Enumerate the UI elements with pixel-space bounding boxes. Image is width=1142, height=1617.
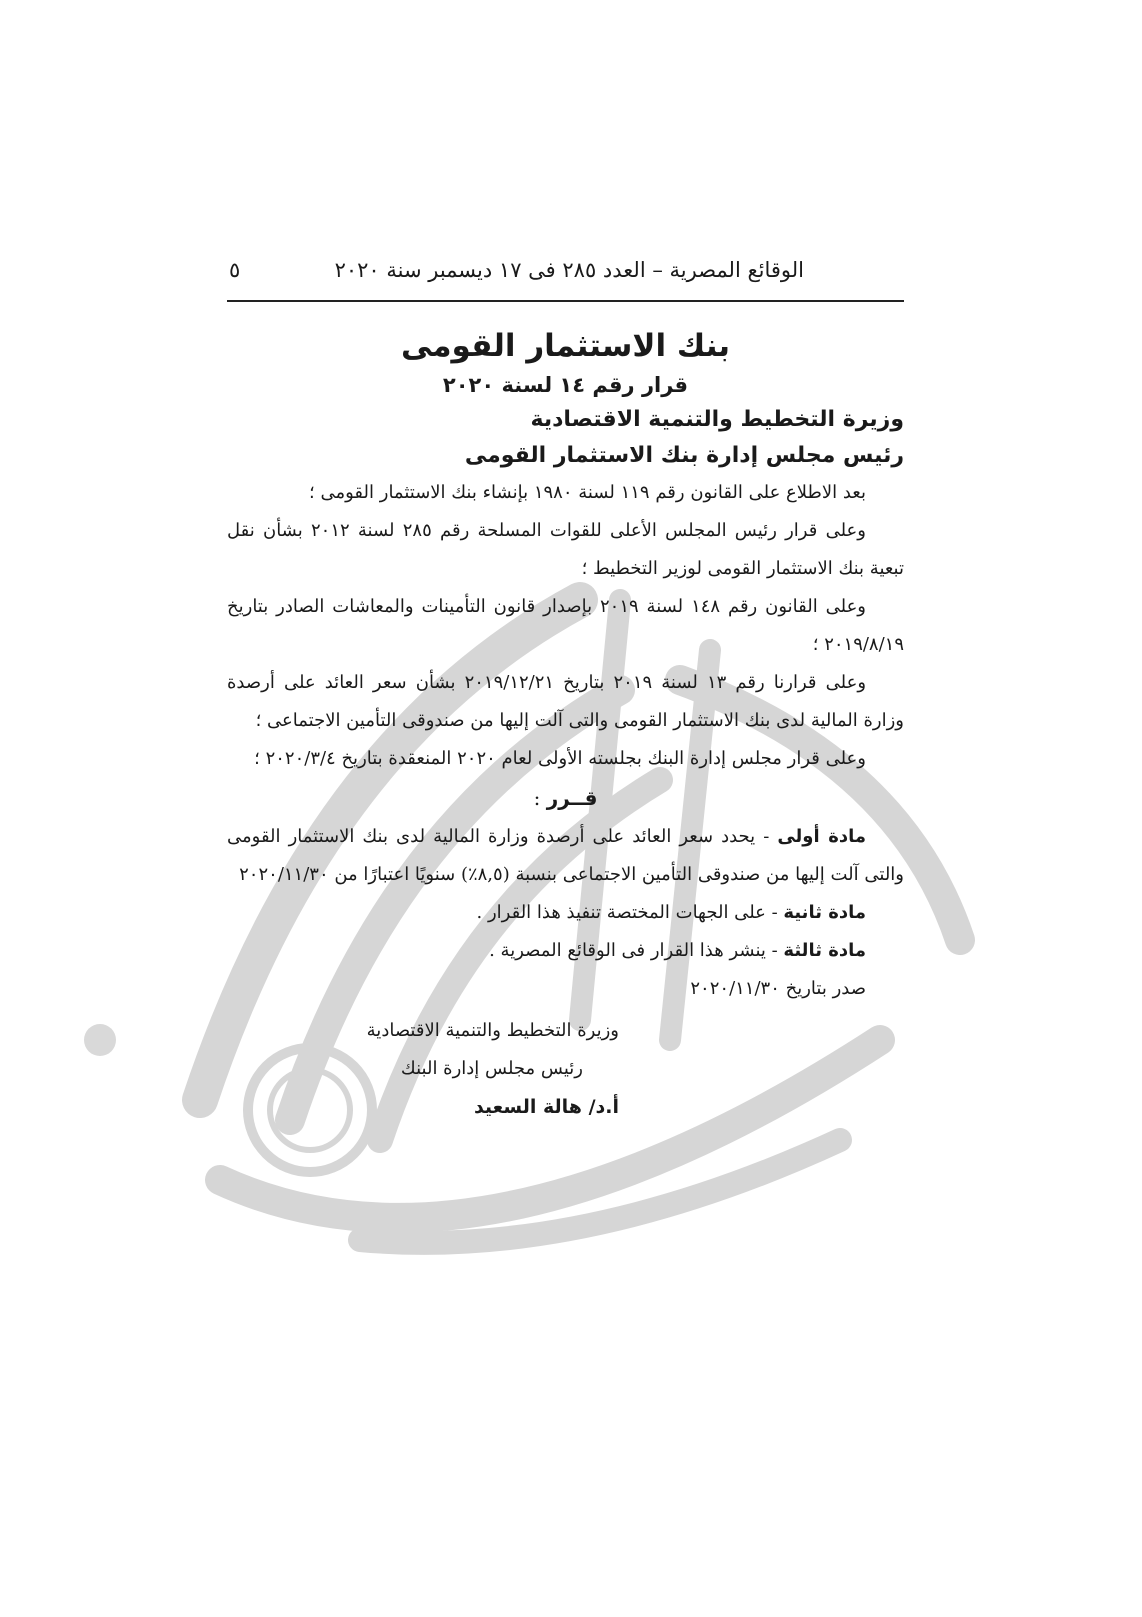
decided-heading <box>227 778 904 818</box>
signature-title: وزيرة التخطيط والتنمية الاقتصادية <box>366 1020 619 1041</box>
document-page <box>227 250 904 1126</box>
article-text: - على الجهات المختصة تنفيذ هذا القرار . <box>476 902 784 923</box>
preamble-clause: وعلى قرار رئيس المجلس الأعلى للقوات المسلحة رقم ٢٨٥ لسنة ٢٠١٢ بشأن نقل تبعية بنك الاستثمار القومى لوزير التخطيط ؛ <box>227 520 904 579</box>
preamble-clause: وعلى قرارنا رقم ١٣ لسنة ٢٠١٩ بتاريخ ٢٠١٩/١٢/٢١ بشأن سعر العائد على أرصدة وزارة المالية لدى بنك الاستثمار القومى والتى آلت إليها من صندوقى التأمين الاجتماعى ؛ <box>227 672 904 731</box>
article-label: مادة ثانية <box>783 902 866 923</box>
preamble <box>227 474 904 778</box>
document-title: بنك الاستثمار القومى <box>400 328 731 364</box>
signature-title: رئيس مجلس إدارة البنك <box>400 1058 583 1079</box>
signature-block <box>227 1012 619 1126</box>
preamble-clause: وعلى قرار مجلس إدارة البنك بجلسته الأولى لعام ٢٠٢٠ المنعقدة بتاريخ ٢٠٢٠/٣/٤ ؛ <box>254 748 866 769</box>
article-label: مادة ثالثة <box>783 940 866 961</box>
issuer-board-chair: رئيس مجلس إدارة بنك الاستثمار القومى <box>464 443 904 468</box>
article-text: - يحدد سعر العائد على أرصدة وزارة المالية لدى بنك الاستثمار القومى والتى آلت إليها من صندوقى التأمين الاجتماعى بنسبة (٨,٥٪) سنويًا اعتبارًا من ٢٠٢٠/١١/٣٠ <box>227 826 904 885</box>
article-2 <box>227 894 904 932</box>
decision-number: قرار رقم ١٤ لسنة ٢٠٢٠ <box>442 373 689 397</box>
preamble-clause: بعد الاطلاع على القانون رقم ١١٩ لسنة ١٩٨٠ بإنشاء بنك الاستثمار القومى ؛ <box>309 482 866 503</box>
decided-label: قــرر <box>546 786 598 810</box>
signatory-name: أ.د/ هالة السعيد <box>473 1096 619 1118</box>
issue-date: صدر بتاريخ ٢٠٢٠/١١/٣٠ <box>690 978 866 999</box>
article-3 <box>227 932 904 970</box>
article-text: - ينشر هذا القرار فى الوقائع المصرية . <box>489 940 784 961</box>
gazette-header: الوقائع المصرية – العدد ٢٨٥ فى ١٧ ديسمبر سنة ٢٠٢٠ <box>334 258 804 282</box>
issuer-ministry: وزيرة التخطيط والتنمية الاقتصادية <box>530 407 904 432</box>
page-number: ٥ <box>229 258 241 282</box>
running-header <box>227 250 904 302</box>
preamble-clause: وعلى القانون رقم ١٤٨ لسنة ٢٠١٩ بإصدار قانون التأمينات والمعاشات الصادر بتاريخ ٢٠١٩/٨/١٩ ؛ <box>227 596 904 655</box>
decided-colon: : <box>533 786 547 810</box>
article-1 <box>227 818 904 894</box>
articles <box>227 818 904 1008</box>
article-label: مادة أولى <box>777 826 866 847</box>
